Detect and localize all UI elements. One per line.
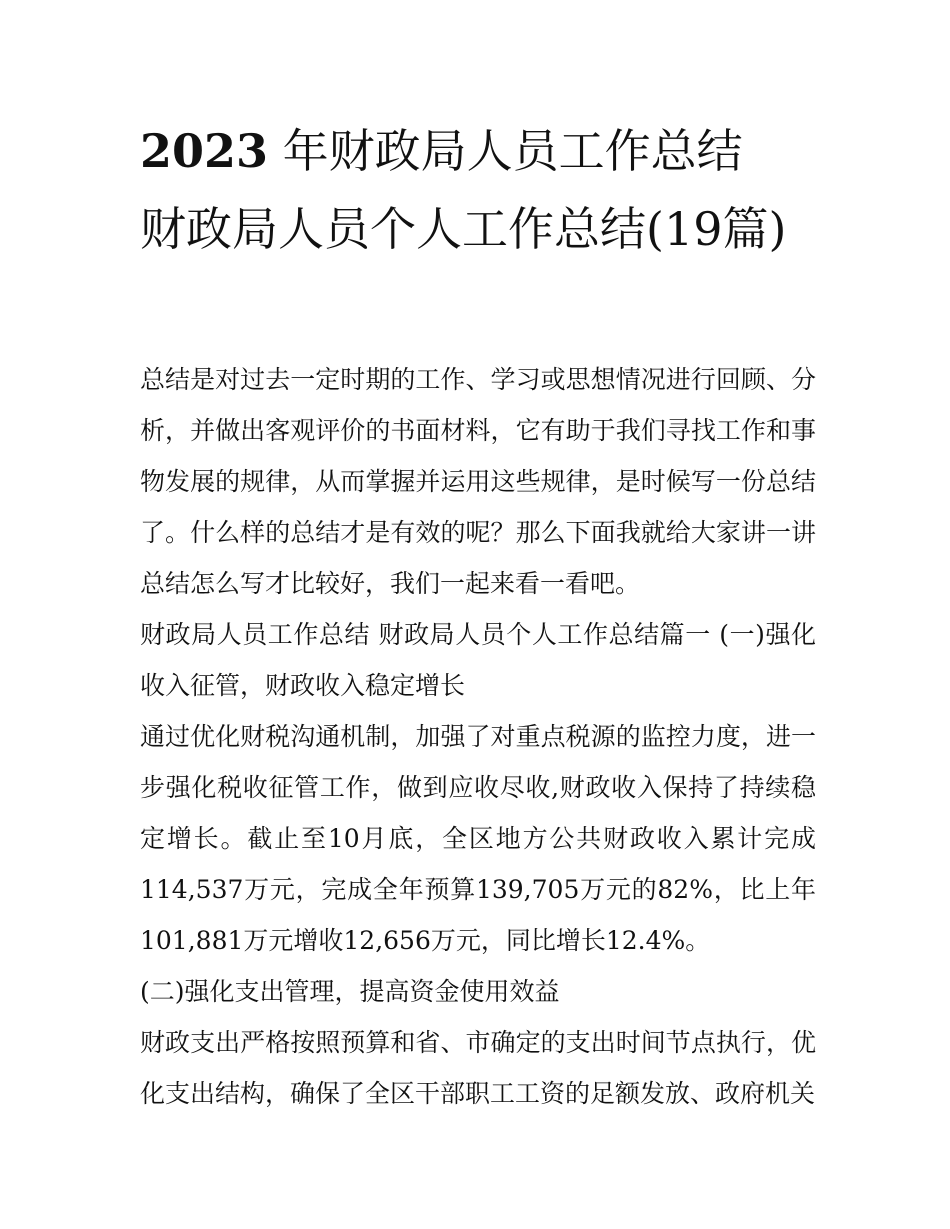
title-line-2: 财政局人员个人工作总结(19篇) [140,202,787,256]
title-line-1 [140,112,820,190]
paragraph-expenditure: 财政支出严格按照预算和省、市确定的支出时间节点执行，优化支出结构，确保了全区干部职工工资的足额发放、政府机关 [140,1028,816,1108]
title-year: 2023 [140,124,269,178]
paragraph-section-heading-2: (二)强化支出管理，提高资金使用效益 [140,977,560,1006]
document-body [140,354,816,1119]
title-line-1-text: 年财政局人员工作总结 [282,124,743,178]
paragraph-intro: 总结是对过去一定时期的工作、学习或思想情况进行回顾、分析，并做出客观评价的书面材料，它有助于我们寻找工作和事物发展的规律，从而掌握并运用这些规律，是时候写一份总结了。什么样的总结才是有效的呢？那么下面我就给大家讲一讲总结怎么写才比较好，我们一起来看一看吧。 [140,365,816,598]
paragraph-revenue: 通过优化财税沟通机制，加强了对重点税源的监控力度，进一步强化税收征管工作，做到应收尽收,财政收入保持了持续稳定增长。截止至10月底，全区地方公共财政收入累计完成114,537万元，完成全年预算139,705万元的82%，比上年101,881万元增收12,656万元，同比增长12.4%。 [140,722,816,955]
document-title [140,112,820,268]
paragraph-section-heading-1: 财政局人员工作总结 财政局人员个人工作总结篇一 (一)强化收入征管，财政收入稳定增长 [140,620,816,700]
